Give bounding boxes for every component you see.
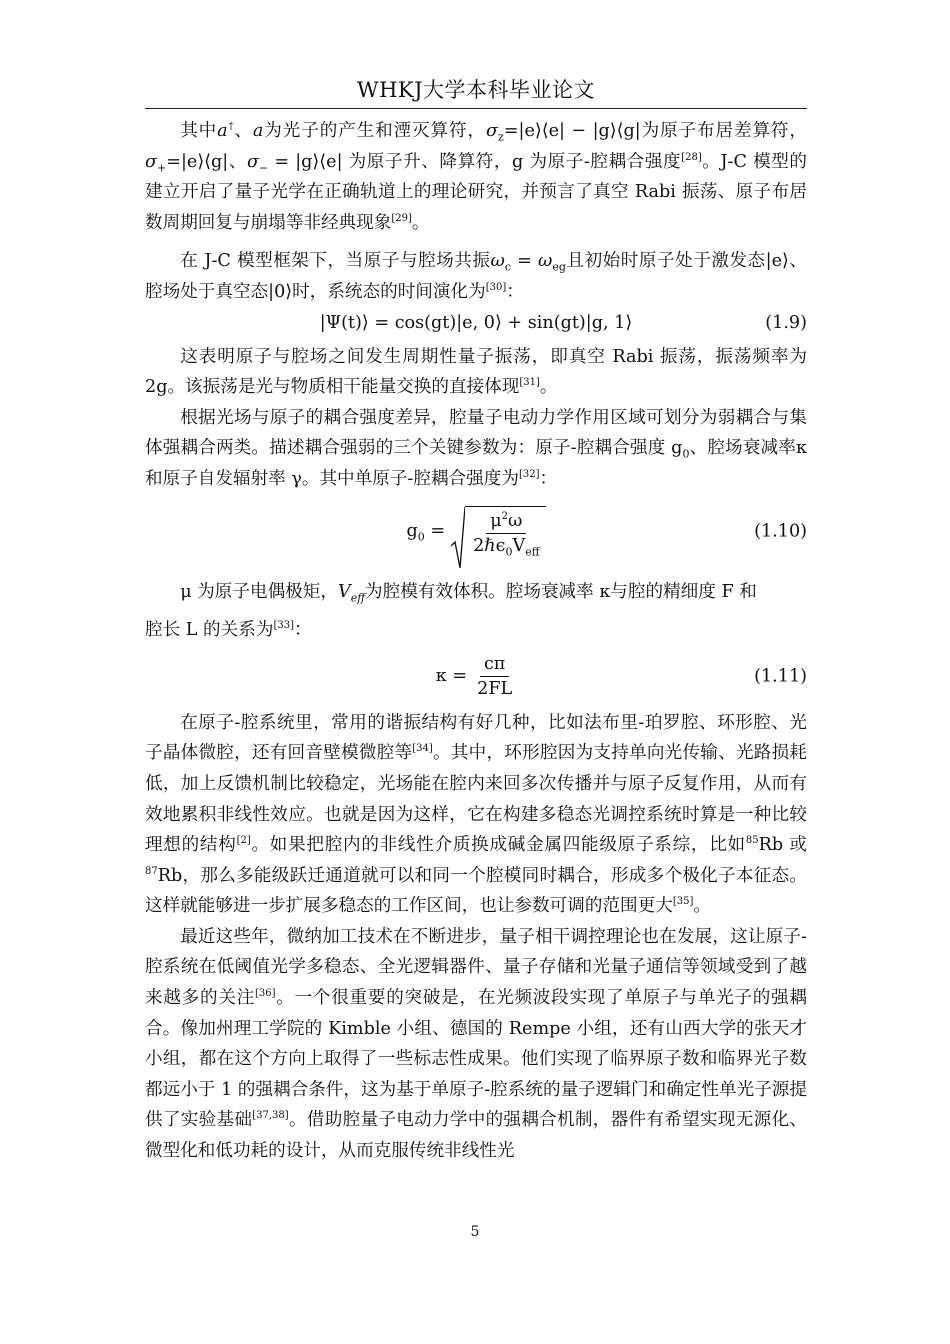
paragraph-coupling-regimes: 根据光场与原子的耦合强度差异，腔量子电动力学作用区域可划分为弱耦合与集体强耦合两类。描述耦合强弱的三个关键参数为：原子-腔耦合强度 $g_0$、腔场衰减率κ和原子自发辐射率 γ。其中单原子-腔耦合强度为[32]： <box>145 407 807 489</box>
equation-1-11-numerator: cπ <box>480 652 509 677</box>
paragraph-resonators: 在原子-腔系统里，常用的谐振结构有好几种，比如法布里-珀罗腔、环形腔、光子晶体微腔，还有回音壁模微腔等[34]。其中，环形腔因为支持单向光传输、光路损耗低，加上反馈机制比较稳定，光场能在腔内来回多次传播并与原子反复作用，从而有效地累积非线性效应。也就是因为这样，它在构建多稳态光调控系统时算是一种比较理想的结构[2]。如果把腔内的非线性介质换成碱金属四能级原子系综，比如$^{85}$Rb 或$^{87}$Rb，那么多能级跃迁通道就可以和同一个腔模同时耦合，形成多个极化子本征态。这样就能够进一步扩展多稳态的工作区间，也让参数可调的范围更大[35]。 <box>145 712 807 917</box>
equation-1-10-numerator: $\mu^2\omega$ <box>486 509 526 534</box>
equation-1-10-lhs: $g_0$ = <box>406 521 446 544</box>
equation-1-11-denominator: 2FL <box>477 679 513 700</box>
paragraph-jc-evolution: 在 J-C 模型框架下，当原子与腔场共振$\omega_c = \omega_{eg}$且初始时原子处于激发态|e⟩、腔场处于真空态|0⟩时，系统态的时间演化为[30]： <box>145 251 807 302</box>
equation-1-11-fraction <box>473 652 516 701</box>
paragraph-recent-progress: 最近这些年，微纳加工技术在不断进步，量子相干调控理论也在发展，这让原子-腔系统在低阈值光学多稳态、全光逻辑器件、量子存储和光量子通信等领域受到了越来越多的关注[36]。一个很重要的突破是，在光频波段实现了单原子与单光子的强耦合。像加州理工学院的 Kimble 小组、德国的 Rempe 小组，还有山西大学的张天才小组，都在这个方向上取得了一些标志性成果。他们实现了临界原子数和临界光子数都远小于 1 的强耦合条件，这为基于单原子-腔系统的量子逻辑门和确定性单光子源提供了实验基础[37,38]。借助腔量子电动力学中的强耦合机制，器件有希望实现无源化、微型化和低功耗的设计，从而克服传统非线性光 <box>145 926 807 1162</box>
equation-1-9 <box>145 308 807 342</box>
equation-1-10-fraction <box>469 509 543 558</box>
paragraph-rabi: 这表明原子与腔场之间发生周期性量子振荡，即真空 Rabi 振荡，振荡频率为 2g。该振荡是光与物质相干能量交换的直接体现[31]。 <box>145 346 807 398</box>
sqrt-sign <box>451 506 545 558</box>
equation-1-11 <box>145 646 807 708</box>
equation-1-11-lhs: κ = <box>435 666 468 687</box>
body-text <box>145 116 807 1167</box>
paragraph-dipole: μ 为原子电偶极矩，$V_{eff}$为腔模有效体积。腔场衰减率 κ与腔的精细度 F 和 <box>180 581 757 605</box>
equation-1-10 <box>145 495 807 569</box>
equation-1-11-number: (1.11) <box>754 666 807 687</box>
equation-1-10-number: (1.10) <box>754 521 807 542</box>
equation-1-9-number: (1.9) <box>765 312 807 333</box>
equation-1-10-denominator: $2\hbar\epsilon_0V_{eff}$ <box>473 535 540 559</box>
paragraph-dipole-cont: 腔长 L 的关系为[33]： <box>145 620 312 641</box>
page-header-title: WHKJ大学本科毕业论文 <box>356 78 595 102</box>
header-divider <box>145 108 807 109</box>
page-number: 5 <box>470 1224 480 1240</box>
equation-1-9-expression: |Ψ(t)⟩ = cos(gt)|e, 0⟩ + sin(gt)|g, 1⟩ <box>319 312 633 333</box>
paragraph-operators: 其中a†、a为光子的产生和湮灭算符，$\sigma_z=|e⟩⟨e|$ − |g⟩⟨g|为原子布居差算符，$\sigma_+=|e⟩⟨g|$、$\sigma_-$ = |g⟩⟨e| 为原子升、降算符，g 为原子-腔耦合强度[28]。J-C 模型的建立开启了量子光学在正确轨道上的理论研究，并预言了真空 Rabi 振荡、原子布居数周期回复与崩塌等非经典现象[29]。 <box>145 121 807 233</box>
